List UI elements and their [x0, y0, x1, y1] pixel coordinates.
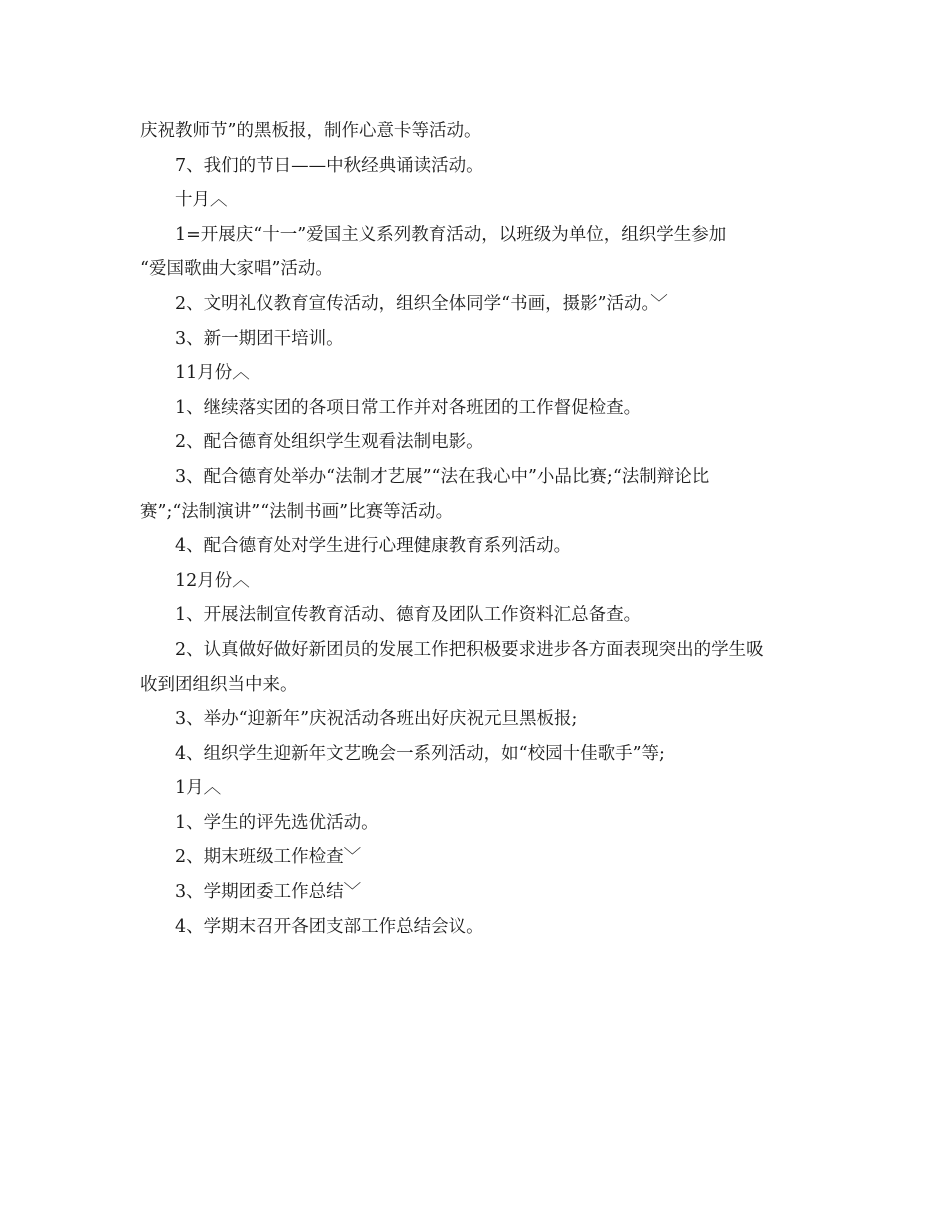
text-line: 1、继续落实团的各项日常工作并对各班团的工作督促检查。 — [175, 397, 642, 418]
document-body — [140, 114, 820, 944]
text-line: 4、组织学生迎新年文艺晚会一系列活动，如“校园十佳歌手”等; — [175, 743, 665, 764]
text-line: 4、学期末召开各团支部工作总结会议。 — [175, 916, 484, 937]
text-line: 1、学生的评先选优活动。 — [175, 812, 379, 833]
text-line: 庆祝教师节”的黑板报，制作心意卡等活动。 — [140, 121, 482, 141]
text-line: 2、认真做好做好新团员的发展工作把积极要求进步各方面表现突出的学生吸 — [175, 639, 764, 660]
text-line: “爱国歌曲大家唱”活动。 — [140, 259, 333, 280]
text-line: 2、期末班级工作检查﹀ — [175, 847, 362, 868]
section-heading-january: 1月︿ — [175, 778, 222, 799]
section-heading-october: 十月︿ — [175, 190, 228, 211]
text-line: 赛”;“法制演讲”“法制书画”比赛等活动。 — [140, 501, 454, 522]
text-line: 3、学期团委工作总结﹀ — [175, 882, 362, 903]
text-line: 4、配合德育处对学生进行心理健康教育系列活动。 — [175, 536, 572, 557]
text-line: 3、配合德育处举办“法制才艺展”“法在我心中”小品比赛;“法制辩论比 — [175, 466, 710, 487]
text-line: 1、开展法制宣传教育活动、德育及团队工作资料汇总备查。 — [175, 605, 642, 626]
text-line: 2、文明礼仪教育宣传活动，组织全体同学“书画，摄影”活动。﹀ — [175, 293, 668, 314]
text-line: 2、配合德育处组织学生观看法制电影。 — [175, 432, 484, 453]
section-heading-november: 11月份︿ — [175, 363, 250, 384]
text-line: 7、我们的节日——中秋经典诵读活动。 — [175, 155, 484, 176]
text-line: 1=开展庆“十一”爱国主义系列教育活动，以班级为单位，组织学生参加 — [175, 224, 727, 245]
section-heading-december: 12月份︿ — [175, 570, 250, 591]
text-line: 3、新一期团干培训。 — [175, 328, 344, 349]
text-line: 收到团组织当中来。 — [140, 674, 298, 695]
text-line: 3、举办“迎新年”庆祝活动各班出好庆祝元旦黑板报; — [175, 709, 578, 730]
